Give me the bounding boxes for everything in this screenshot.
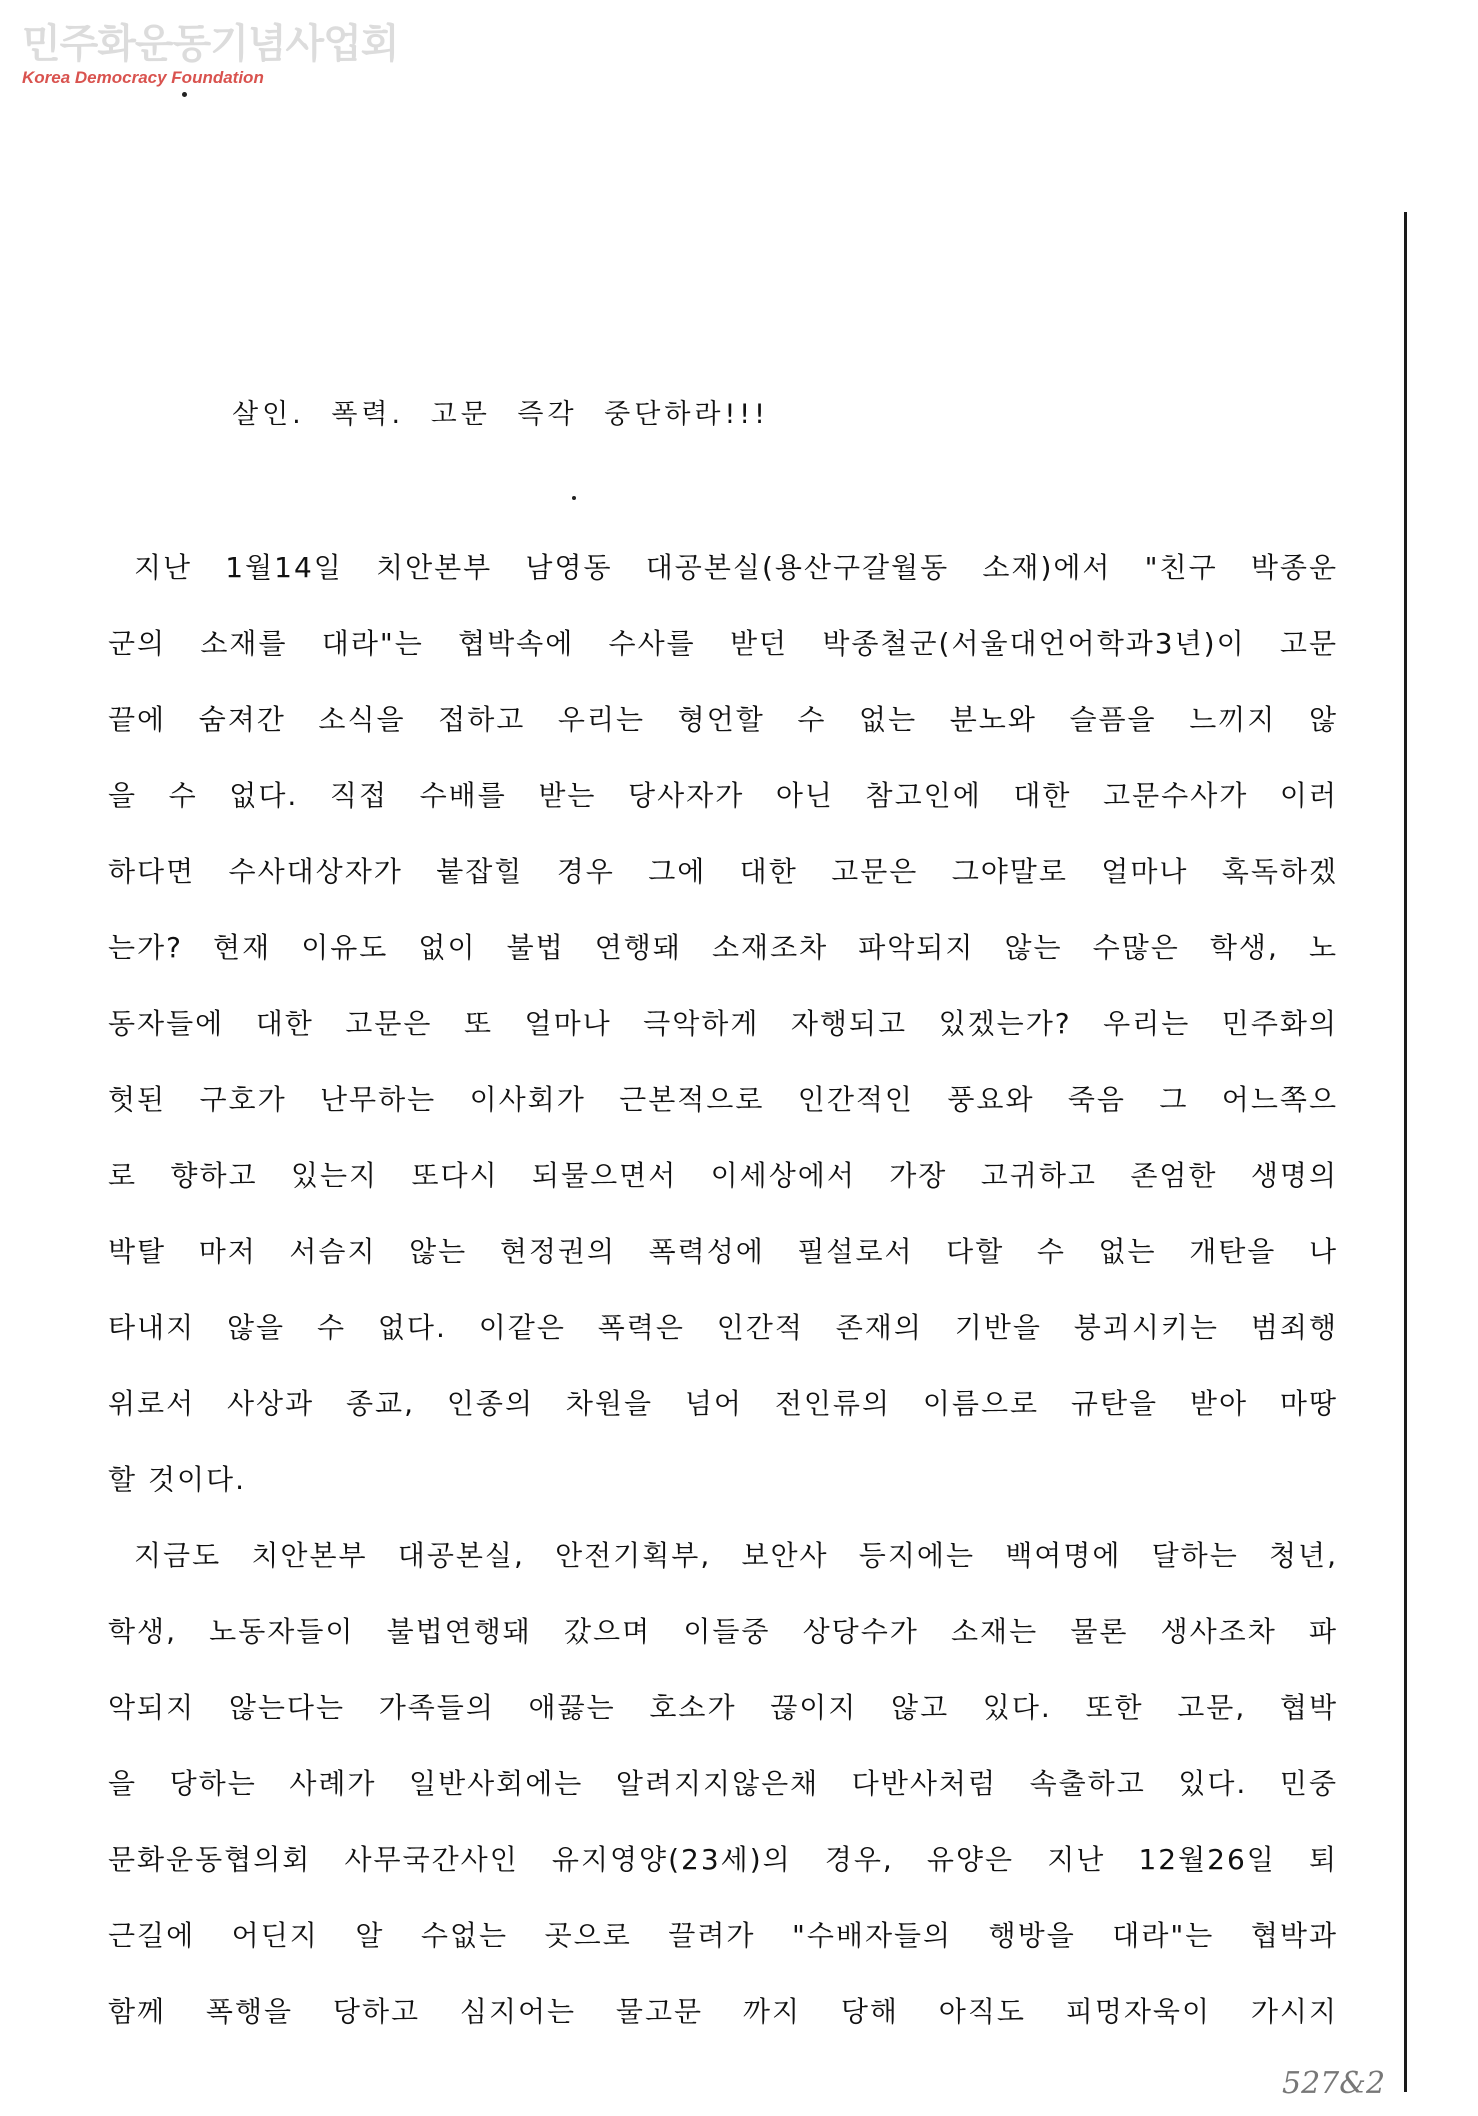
text-line: 함께 폭행을 당하고 심지어는 물고문 까지 당해 아직도 피멍자욱이 가시지 <box>108 1995 1338 2028</box>
text-line: 을 수 없다. 직접 수배를 받는 당사자가 아닌 참고인에 대한 고문수사가 이러 <box>108 779 1338 812</box>
document-body <box>108 540 1338 2060</box>
text-line: 지금도 치안본부 대공본실, 안전기획부, 보안사 등지에는 백여명에 달하는 청년, <box>134 1539 1338 1572</box>
text-line: 을 당하는 사례가 일반사회에는 알려지지않은채 다반사처럼 속출하고 있다. 민중 <box>108 1767 1338 1800</box>
text-line: 타내지 않을 수 없다. 이같은 폭력은 인간적 존재의 기반을 붕괴시키는 범죄행 <box>108 1311 1338 1344</box>
text-line: 끝에 숨져간 소식을 접하고 우리는 형언할 수 없는 분노와 슬픔을 느끼지 않 <box>108 703 1338 736</box>
foundation-watermark <box>22 22 398 88</box>
text-line: 학생, 노동자들이 불법연행돼 갔으며 이들중 상당수가 소재는 물론 생사조차 파 <box>108 1615 1338 1648</box>
paragraph-2 <box>108 1528 1338 2060</box>
watermark-korean: 민주화운동기념사업회 <box>22 21 399 67</box>
text-line: 는가? 현재 이유도 없이 불법 연행돼 소재조차 파악되지 않는 수많은 학생, 노 <box>108 931 1338 964</box>
text-line: 박탈 마저 서슴지 않는 현정권의 폭력성에 필설로서 다할 수 없는 개탄을 나 <box>108 1235 1338 1268</box>
text-line: 지난 1월14일 치안본부 남영동 대공본실(용산구갈월동 소재)에서 "친구 박종운 <box>134 551 1338 584</box>
text-line: 헛된 구호가 난무하는 이사회가 근본적으로 인간적인 풍요와 죽음 그 어느쪽으 <box>108 1083 1338 1116</box>
archive-number: 527&2 <box>1282 2066 1386 2101</box>
page-edge-line <box>1404 212 1407 2092</box>
text-line: 군의 소재를 대라"는 협박속에 수사를 받던 박종철군(서울대언어학과3년)이 고문 <box>108 627 1338 660</box>
text-line: 하다면 수사대상자가 붙잡힐 경우 그에 대한 고문은 그야말로 얼마나 혹독하겠 <box>108 855 1338 888</box>
text-line: 문화운동협의회 사무국간사인 유지영양(23세)의 경우, 유양은 지난 12월26일 퇴 <box>108 1843 1338 1876</box>
document-title: 살인. 폭력. 고문 즉각 중단하라!!! <box>232 399 769 430</box>
scan-speck <box>572 496 576 500</box>
watermark-english: Korea Democracy Foundation <box>22 68 264 87</box>
text-line: 위로서 사상과 종교, 인종의 차원을 넘어 전인류의 이름으로 규탄을 받아 마땅 <box>108 1387 1338 1420</box>
paragraph-1 <box>108 540 1338 1528</box>
text-line: 악되지 않는다는 가족들의 애끓는 호소가 끊이지 않고 있다. 또한 고문, 협박 <box>108 1691 1338 1724</box>
text-line: 로 향하고 있는지 또다시 되물으면서 이세상에서 가장 고귀하고 존엄한 생명의 <box>108 1159 1338 1192</box>
scan-speck <box>182 92 187 97</box>
text-line: 동자들에 대한 고문은 또 얼마나 극악하게 자행되고 있겠는가? 우리는 민주화의 <box>108 1007 1338 1040</box>
text-line: 근길에 어딘지 알 수없는 곳으로 끌려가 "수배자들의 행방을 대라"는 협박과 <box>108 1919 1338 1952</box>
text-line: 할 것이다. <box>108 1463 246 1496</box>
